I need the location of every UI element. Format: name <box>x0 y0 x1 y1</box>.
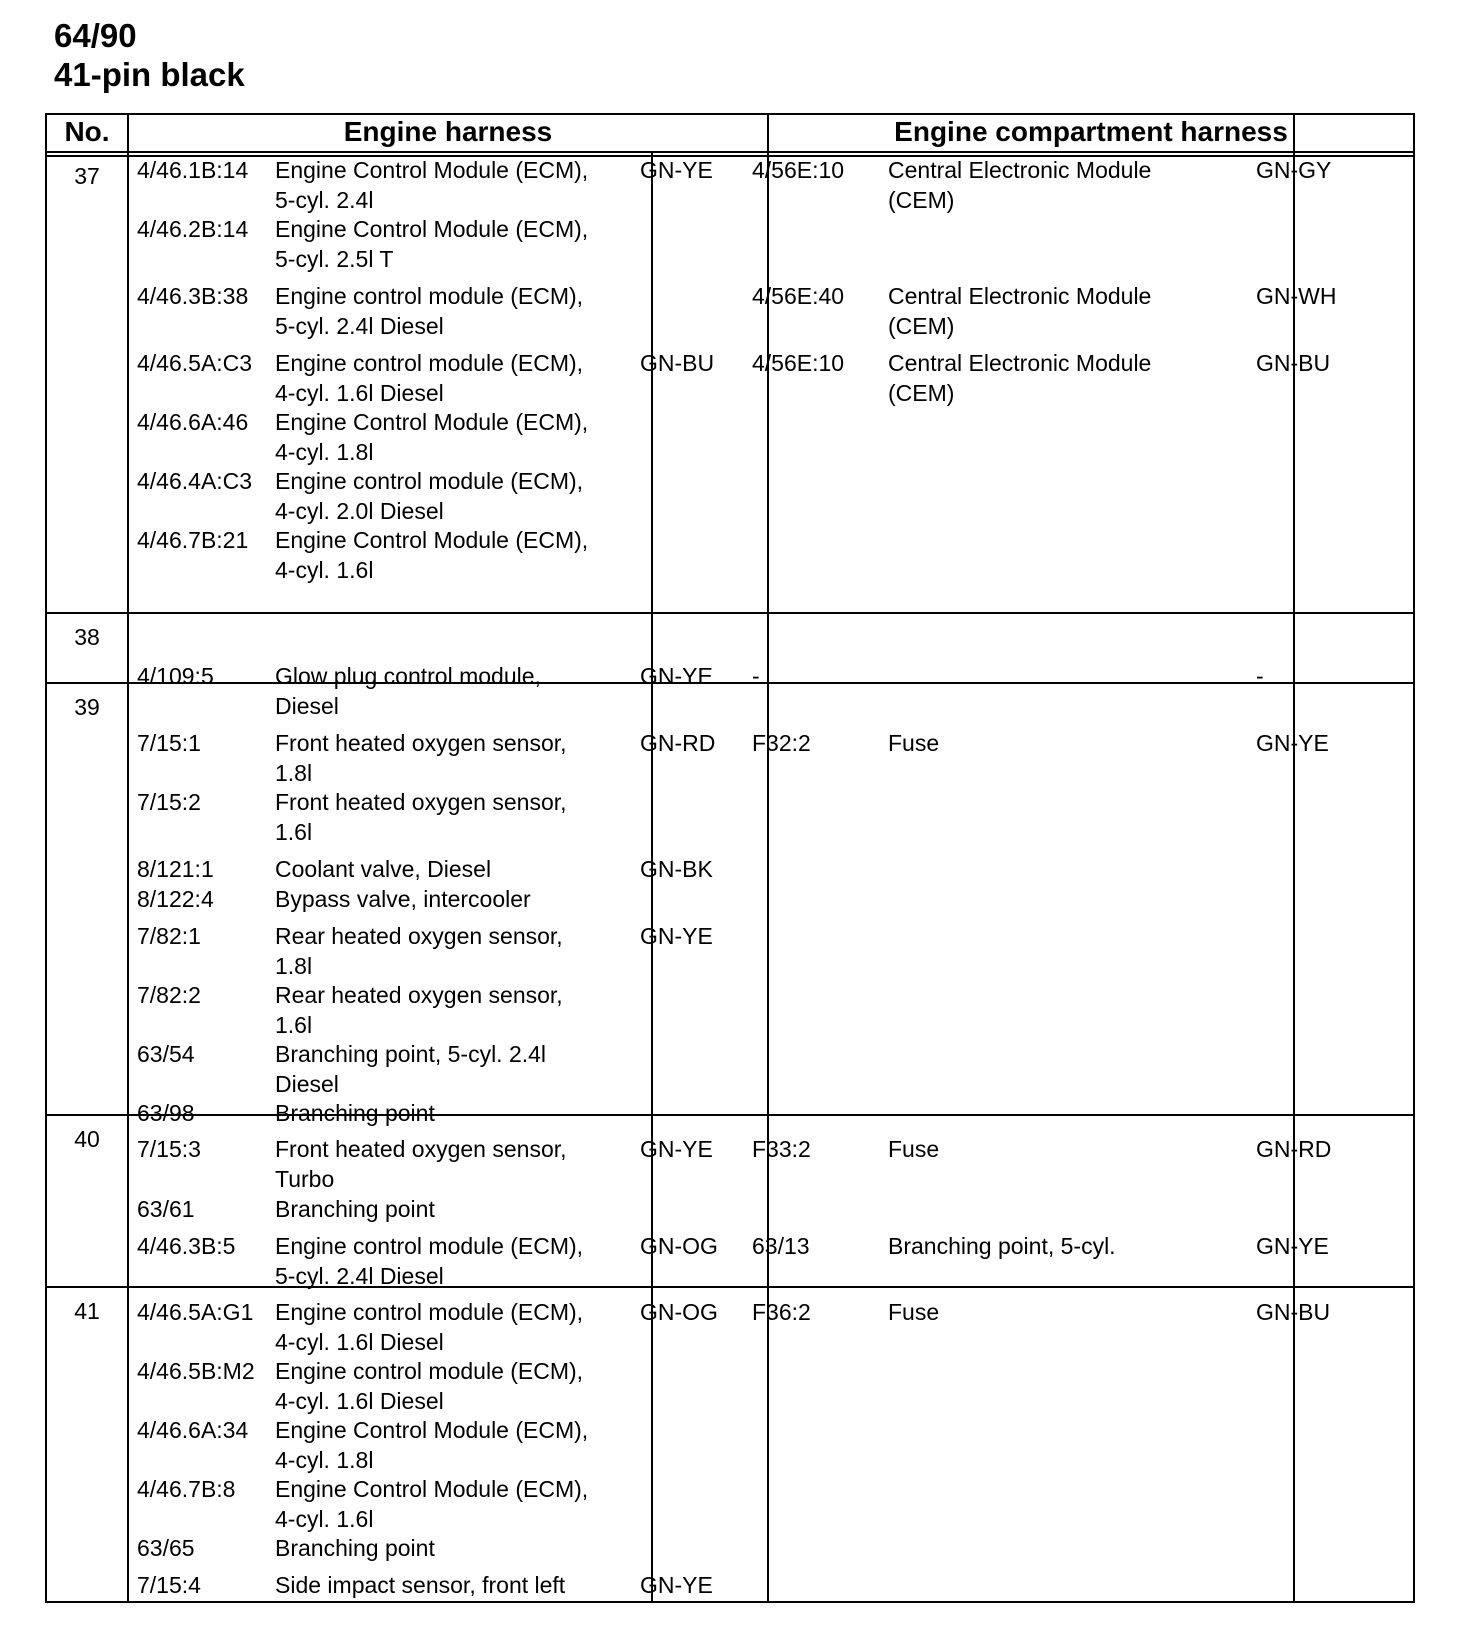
engine-wire-color: GN-OG <box>640 1299 718 1325</box>
engine-component-description: 4-cyl. 1.6l Diesel <box>275 380 444 406</box>
compartment-component-description: Fuse <box>888 1136 940 1162</box>
compartment-connector-code: F32:2 <box>752 730 811 756</box>
engine-component-description: 4-cyl. 1.8l <box>275 439 374 465</box>
compartment-component-description: (CEM) <box>888 187 955 213</box>
compartment-connector-code: F33:2 <box>752 1136 811 1162</box>
header-engine-compartment-harness: Engine compartment harness <box>894 116 1288 147</box>
pin-table <box>45 113 1415 1603</box>
pin-number: 41 <box>74 1298 100 1324</box>
column-divider-harness <box>767 113 769 1603</box>
engine-connector-code: 4/46.6A:34 <box>137 1417 249 1443</box>
engine-component-description: Front heated oxygen sensor, <box>275 789 567 815</box>
engine-wire-color: GN-YE <box>640 663 713 689</box>
compartment-component-description: Fuse <box>888 730 940 756</box>
engine-component-description: Engine Control Module (ECM), <box>275 409 589 435</box>
engine-connector-code: 63/54 <box>137 1041 195 1067</box>
compartment-wire-color: GN-GY <box>1256 157 1332 183</box>
engine-connector-code: 4/46.5A:C3 <box>137 350 253 376</box>
engine-component-description: 4-cyl. 2.0l Diesel <box>275 498 444 524</box>
engine-component-description: Engine Control Module (ECM), <box>275 1417 589 1443</box>
compartment-connector-code: 4/56E:10 <box>752 157 845 183</box>
row-divider <box>45 1114 1415 1116</box>
engine-component-description: 4-cyl. 1.6l <box>275 557 374 583</box>
engine-connector-code: 4/46.6A:46 <box>137 409 249 435</box>
engine-connector-code: 7/15:3 <box>137 1136 201 1162</box>
engine-connector-code: 4/46.4A:C3 <box>137 468 253 494</box>
compartment-wire-color: GN-RD <box>1256 1136 1332 1162</box>
engine-component-description: Side impact sensor, front left <box>275 1572 566 1598</box>
engine-component-description: 5-cyl. 2.4l Diesel <box>275 1263 444 1289</box>
engine-wire-color: GN-RD <box>640 730 716 756</box>
page-heading <box>54 16 245 94</box>
engine-component-description: 1.8l <box>275 953 313 979</box>
engine-component-description: Engine Control Module (ECM), <box>275 216 589 242</box>
engine-component-description: 1.6l <box>275 1012 313 1038</box>
engine-component-description: 4-cyl. 1.6l Diesel <box>275 1329 444 1355</box>
engine-component-description: Diesel <box>275 693 339 719</box>
engine-wire-color: GN-YE <box>640 1572 713 1598</box>
engine-wire-color: GN-OG <box>640 1233 718 1259</box>
engine-component-description: Engine Control Module (ECM), <box>275 157 589 183</box>
engine-component-description: Front heated oxygen sensor, <box>275 1136 567 1162</box>
engine-component-description: 1.6l <box>275 819 313 845</box>
engine-wire-color: GN-BU <box>640 350 715 376</box>
compartment-wire-color: GN-YE <box>1256 730 1329 756</box>
engine-connector-code: 4/46.7B:21 <box>137 527 249 553</box>
pin-number: 40 <box>74 1126 100 1152</box>
table-border-bottom <box>45 1601 1415 1603</box>
engine-component-description: Diesel <box>275 1071 339 1097</box>
engine-component-description: 4-cyl. 1.6l <box>275 1506 374 1532</box>
engine-connector-code: 8/121:1 <box>137 856 214 882</box>
engine-connector-code: 7/82:1 <box>137 923 201 949</box>
engine-component-description: Engine control module (ECM), <box>275 283 584 309</box>
engine-connector-code: 4/46.5A:G1 <box>137 1299 254 1325</box>
compartment-component-description: Fuse <box>888 1299 940 1325</box>
compartment-component-description: (CEM) <box>888 380 955 406</box>
engine-component-description: Engine control module (ECM), <box>275 1233 584 1259</box>
pin-number: 38 <box>74 624 100 650</box>
engine-component-description: Glow plug control module, <box>275 663 541 689</box>
compartment-wire-color: - <box>1256 663 1264 689</box>
compartment-component-description: Central Electronic Module <box>888 350 1152 376</box>
engine-wire-color: GN-YE <box>640 923 713 949</box>
engine-component-description: Engine control module (ECM), <box>275 468 584 494</box>
engine-component-description: Rear heated oxygen sensor, <box>275 982 563 1008</box>
engine-component-description: 5-cyl. 2.5l T <box>275 246 394 272</box>
compartment-component-description: Branching point, 5-cyl. <box>888 1233 1116 1259</box>
compartment-connector-code: 4/56E:40 <box>752 283 845 309</box>
engine-connector-code: 4/109:5 <box>137 663 214 689</box>
row-divider <box>45 612 1415 614</box>
header-engine-harness: Engine harness <box>343 116 553 147</box>
engine-connector-code: 4/46.3B:5 <box>137 1233 236 1259</box>
compartment-connector-code: 63/13 <box>752 1233 810 1259</box>
engine-wire-color: GN-BK <box>640 856 713 882</box>
engine-connector-code: 63/98 <box>137 1100 195 1126</box>
engine-connector-code: 4/46.3B:38 <box>137 283 249 309</box>
column-divider-color-right <box>1293 113 1295 1603</box>
engine-component-description: Coolant valve, Diesel <box>275 856 492 882</box>
column-divider-no <box>127 113 129 1603</box>
compartment-component-description: Central Electronic Module <box>888 157 1152 183</box>
compartment-wire-color: GN-YE <box>1256 1233 1329 1259</box>
table-border-left <box>45 113 47 1603</box>
page-reference: 64/90 <box>54 17 137 54</box>
engine-connector-code: 4/46.7B:8 <box>137 1476 236 1502</box>
engine-connector-code: 7/15:2 <box>137 789 201 815</box>
compartment-component-description: Central Electronic Module <box>888 283 1152 309</box>
header-rule-lower <box>45 155 1415 157</box>
engine-connector-code: 4/46.5B:M2 <box>137 1358 255 1384</box>
connector-title: 41-pin black <box>54 56 245 93</box>
engine-connector-code: 7/15:1 <box>137 730 201 756</box>
engine-component-description: 1.8l <box>275 760 313 786</box>
compartment-component-description: (CEM) <box>888 313 955 339</box>
engine-component-description: Branching point, 5-cyl. 2.4l <box>275 1041 547 1067</box>
engine-connector-code: 63/61 <box>137 1196 195 1222</box>
engine-connector-code: 8/122:4 <box>137 886 214 912</box>
row-divider <box>45 1286 1415 1288</box>
pin-number: 39 <box>74 694 100 720</box>
engine-wire-color: GN-YE <box>640 1136 713 1162</box>
engine-connector-code: 4/46.2B:14 <box>137 216 249 242</box>
engine-connector-code: 7/15:4 <box>137 1572 201 1598</box>
compartment-connector-code: - <box>752 663 760 689</box>
engine-component-description: Turbo <box>275 1166 335 1192</box>
engine-component-description: Engine control module (ECM), <box>275 1299 584 1325</box>
engine-component-description: 4-cyl. 1.6l Diesel <box>275 1388 444 1414</box>
engine-connector-code: 63/65 <box>137 1535 195 1561</box>
table-border-right <box>1413 113 1415 1603</box>
engine-component-description: Engine Control Module (ECM), <box>275 1476 589 1502</box>
compartment-wire-color: GN-BU <box>1256 1299 1331 1325</box>
engine-component-description: Engine Control Module (ECM), <box>275 527 589 553</box>
compartment-wire-color: GN-WH <box>1256 283 1337 309</box>
engine-component-description: Front heated oxygen sensor, <box>275 730 567 756</box>
engine-component-description: 4-cyl. 1.8l <box>275 1447 374 1473</box>
row-divider <box>45 682 1415 684</box>
engine-component-description: Rear heated oxygen sensor, <box>275 923 563 949</box>
engine-component-description: 5-cyl. 2.4l Diesel <box>275 313 444 339</box>
header-no: No. <box>64 116 110 147</box>
engine-connector-code: 4/46.1B:14 <box>137 157 249 183</box>
pin-number: 37 <box>74 163 100 189</box>
header-rule-upper <box>45 151 1415 153</box>
compartment-connector-code: F36:2 <box>752 1299 811 1325</box>
engine-component-description: Engine control module (ECM), <box>275 1358 584 1384</box>
engine-component-description: 5-cyl. 2.4l <box>275 187 374 213</box>
engine-component-description: Bypass valve, intercooler <box>275 886 531 912</box>
compartment-wire-color: GN-BU <box>1256 350 1331 376</box>
engine-component-description: Branching point <box>275 1535 435 1561</box>
engine-wire-color: GN-YE <box>640 157 713 183</box>
compartment-connector-code: 4/56E:10 <box>752 350 845 376</box>
engine-connector-code: 7/82:2 <box>137 982 201 1008</box>
engine-component-description: Engine control module (ECM), <box>275 350 584 376</box>
engine-component-description: Branching point <box>275 1196 435 1222</box>
engine-component-description: Branching point <box>275 1100 435 1126</box>
